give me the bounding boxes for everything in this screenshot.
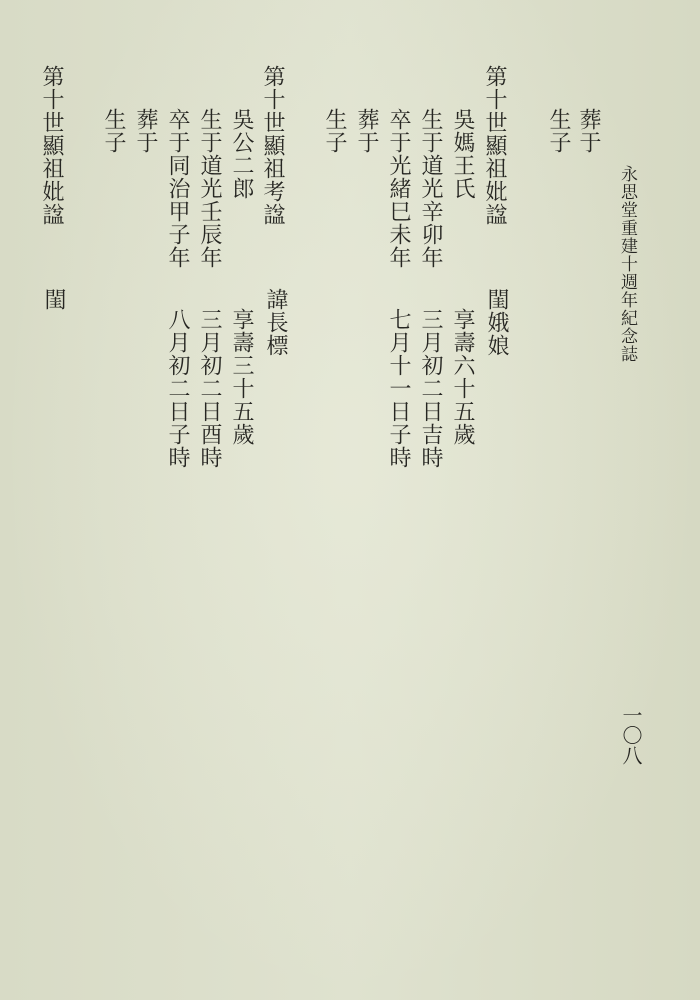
death-year-1: 卒于光緒巳未年 xyxy=(386,108,411,269)
burial-label-2: 葬于 xyxy=(354,108,379,154)
children-label-1: 生子 xyxy=(546,108,571,154)
death-date-2: 八月初二日子時 xyxy=(165,308,190,469)
burial-label-1: 葬于 xyxy=(576,108,601,154)
birth-year-1: 生于道光辛卯年 xyxy=(418,108,443,269)
death-year-2: 卒于同治甲子年 xyxy=(165,108,190,269)
age-at-death-1: 享壽六十五歲 xyxy=(450,308,475,446)
birth-year-2: 生于道光壬辰年 xyxy=(197,108,222,269)
children-label-3: 生子 xyxy=(101,108,126,154)
death-date-1: 七月十一日子時 xyxy=(386,308,411,469)
taboo-name-2: 諱長標 xyxy=(263,288,288,357)
ancestor-title-2: 第十世顯祖考諡 xyxy=(260,65,285,226)
posthumous-name-3: 閨 xyxy=(41,288,66,311)
ancestor-name-1: 吳媽王氏 xyxy=(450,108,475,200)
ancestor-name-2: 吳公二郎 xyxy=(229,108,254,200)
ancestor-title-3: 第十世顯祖妣諡 xyxy=(39,65,64,226)
burial-label-3: 葬于 xyxy=(133,108,158,154)
book-title: 永思堂重建十週年紀念誌 xyxy=(617,165,637,363)
age-at-death-2: 享壽三十五歲 xyxy=(229,308,254,446)
page-number: 一〇八 xyxy=(619,705,643,765)
birth-date-1: 三月初二日吉時 xyxy=(418,308,443,469)
posthumous-name-1: 閨娥娘 xyxy=(484,288,509,357)
ancestor-title-1: 第十世顯祖妣諡 xyxy=(482,65,507,226)
children-label-2: 生子 xyxy=(322,108,347,154)
birth-date-2: 三月初二日酉時 xyxy=(197,308,222,469)
